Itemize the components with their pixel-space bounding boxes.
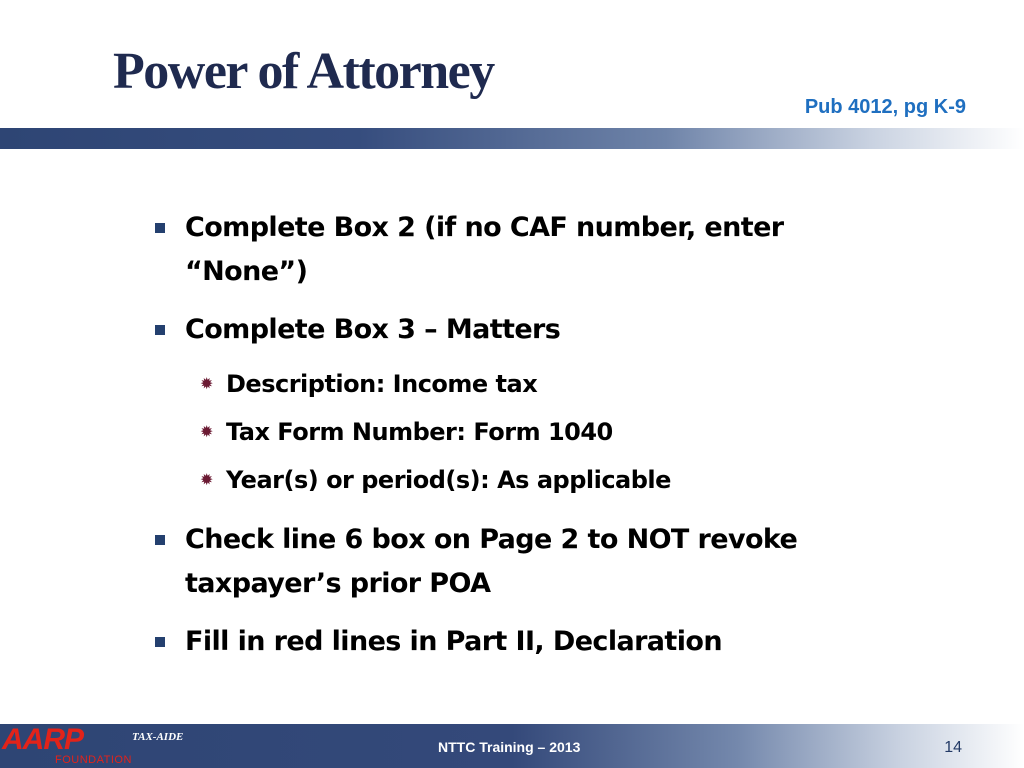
- starburst-bullet-icon: ✹: [200, 374, 213, 393]
- bullet-text: Check line 6 box on Page 2 to NOT revoke taxpayer’s prior POA: [185, 524, 798, 599]
- sub-bullet-item: [150, 408, 890, 456]
- sub-bullet-text: Year(s) or period(s): As applicable: [226, 466, 671, 494]
- bullet-text: Fill in red lines in Part II, Declaration: [185, 626, 722, 657]
- sub-bullet-text: Description: Income tax: [226, 370, 538, 398]
- aarp-foundation-label: FOUNDATION: [55, 754, 132, 766]
- bullet-text: Complete Box 2 (if no CAF number, enter “None”): [185, 212, 784, 287]
- slide-title: Power of Attorney: [113, 43, 494, 100]
- square-bullet-icon: [155, 637, 165, 647]
- bullet-list: [150, 206, 890, 678]
- bullet-text: Complete Box 3 – Matters: [185, 314, 561, 345]
- header-bar: [0, 128, 1024, 149]
- sub-bullet-list: [150, 360, 890, 504]
- bullet-item: [150, 206, 890, 294]
- sub-bullet-item: [150, 360, 890, 408]
- starburst-bullet-icon: ✹: [200, 422, 213, 441]
- square-bullet-icon: [155, 535, 165, 545]
- sub-bullet-item: [150, 456, 890, 504]
- sub-bullet-text: Tax Form Number: Form 1040: [226, 418, 613, 446]
- starburst-bullet-icon: ✹: [200, 470, 213, 489]
- aarp-logo: AARP: [2, 723, 84, 756]
- publication-reference: Pub 4012, pg K-9: [804, 96, 966, 118]
- square-bullet-icon: [155, 325, 165, 335]
- footer-training-label: NTTC Training – 2013: [438, 739, 581, 755]
- square-bullet-icon: [155, 223, 165, 233]
- bullet-item: [150, 518, 890, 606]
- bullet-item: [150, 620, 890, 664]
- page-number: 14: [944, 739, 962, 756]
- tax-aide-label: TAX-AIDE: [132, 731, 184, 743]
- bullet-item: [150, 308, 890, 352]
